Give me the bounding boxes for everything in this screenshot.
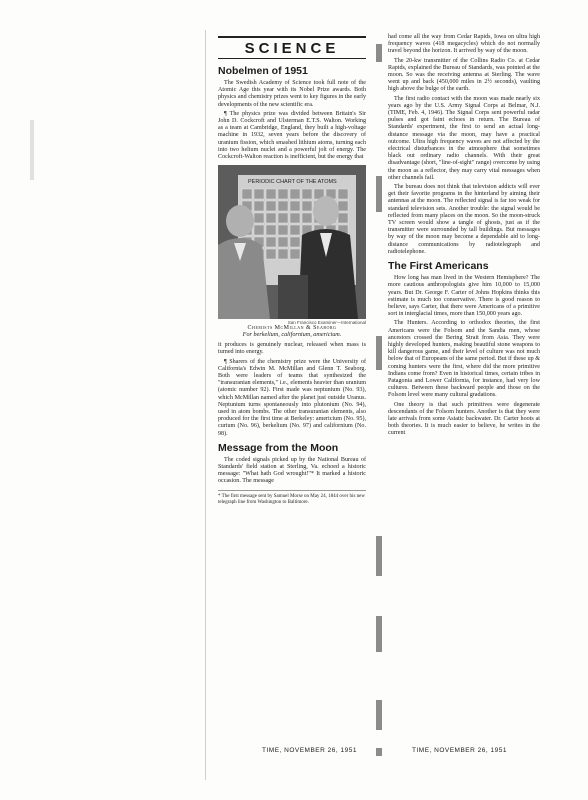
photo-caption-names: Chemists McMillan & Seaborg (247, 325, 337, 332)
left-column (218, 36, 366, 506)
photo-chemists (218, 165, 366, 319)
footnote: * The first message sent by Samuel Morse on May 24, 1844 over his new telegraph line from Washington to Baltimore. (218, 490, 366, 506)
footer-left: TIME, NOVEMBER 26, 1951 (262, 747, 357, 754)
americans-paragraph: One theory is that such primitives were degenerate descendants of the Folsom hunters. Another is that they were late arrivals from some Asiatic backwater. Dr. Carter hoots at both theories. It is much easier to believe, he writes in the current (388, 401, 540, 437)
photo-credit: San Francisco Examiner—International (287, 320, 366, 326)
americans-paragraph: How long has man lived in the Western Hemisphere? The more cautious anthropologists give him 10,000 to 15,000 years. But Dr. George F. Carter of Johns Hopkins thinks this estimate is much too conservative. There is good reason to believe, says Carter, that there were Americans of a primitive sort in interglacial times, more than 150,000 years ago. (388, 275, 540, 318)
right-column (388, 34, 540, 440)
moon-paragraph: The bureau does not think that television addicts will ever get their favorite programs in the hinterland by aiming their antennas at the moon. The reflected signal is far too weak for standard television sets. Another trouble: the signal would be reflected from many places on the moon. So the moon-struck TV screen would show a tangle of ghosts, just as if the transmitter were surrounded by tall buildings. But messages by way of the moon may become a dependable aid to long-distance communications by radiotelegraph and radiotelephone. (388, 184, 540, 255)
moon-paragraph: The 20-kw transmitter of the Collins Radio Co. at Cedar Rapids, explained the Bureau of Standards, was pointed at the moon. So was the receiving antenna at Sterling. The wave went up and back (450,000 miles in 2½ seconds), vaulting high above the bulge of the earth. (388, 57, 540, 93)
nobel-paragraph: ¶ The physics prize was divided between Britain's Sir John D. Cockcroft and Ulsterman E.T.S. Walton. Working as a team at Cambridge, England, they built a high-voltage machine in 1932, seven years before the discovery of uranium fission, which smashed lithium atoms, turning each into two helium nuclei and a powerful jolt of energy. The Cockcroft-Walton reaction is inefficient, but the energy that (218, 110, 366, 161)
nobel-paragraph: ¶ Sharers of the chemistry prize were the University of California's Edwin M. McMillan and Glenn T. Seaborg. Both were leaders of teams that synthesized the "transuranian elements," i.e., elements heavier than uranium (atomic number 92). First made was neptunium (No. 93), which McMillan named after the planet just outside Uranus. Neptunium turns spontaneously into plutonium (No. 94), used in atom bombs. The other transuranian elements, also produced for the first time at Berkeley: americium (No. 95), curium (No. 96), berkelium (No. 97) and californium (No. 98). (218, 358, 366, 437)
nobel-paragraph: it produces is genuinely nuclear, released when mass is turned into energy. (218, 342, 366, 356)
section-heading: SCIENCE (218, 36, 366, 59)
moon-headline: Message from the Moon (218, 441, 339, 454)
chart-label: PERIODIC CHART OF THE ATOMS (248, 179, 337, 186)
americans-paragraph: The Hunters. According to orthodox theories, the first Americans were the Folsom and the Sandia men, whose ancestors crossed the Bering Strait from Asia. They were highly developed hunters, making beautiful stone weapons to kill dangerous game, and their level of culture was not much below that of Europeans of the same period. But if these up & coming hunters were the first, where did the more primitive Indians come from? Even in historical times, certain tribes in Patagonia and Lower California, for instance, had very low cultures. Between these backward people and those on the Folsom level were many cultural gradations. (388, 320, 540, 399)
gutter-marks (374, 36, 384, 756)
moon-paragraph: had come all the way from Cedar Rapids, Iowa on ultra high frequency waves (418 megacycles) which do not normally travel beyond the horizon. It arrived by way of the moon. (388, 34, 540, 55)
footer-right: TIME, NOVEMBER 26, 1951 (412, 747, 507, 754)
nobel-paragraph: The Swedish Academy of Science took full note of the Atomic Age this year with its Nobel Prize awards. Both physics and chemistry prizes went to key figures in the early developments of the new scientific era. (218, 80, 366, 108)
scan-edge (205, 30, 206, 780)
moon-paragraph: The coded signals picked up by the National Bureau of Standards' field station at Sterling, Va. echoed a historic message: "What hath God wrought!"* It marked a historic occasion. The message (218, 456, 366, 485)
photo-illustration (218, 165, 366, 319)
scan-smudge (30, 120, 34, 180)
americans-headline: The First Americans (388, 260, 489, 273)
nobel-headline: Nobelmen of 1951 (218, 65, 308, 77)
moon-paragraph: The first radio contact with the moon was made nearly six years ago by the U.S. Army Signal Corps at Belmar, N.J. (TIME, Feb. 4, 1946). The Signal Corps sent powerful radar pulses and got faint echoes in return. The Bureau of Standards' experiment, the first to send an actual long-distance message via the moon, may have a practical outcome. Ultra high frequency waves are not affected by the electrical disturbances in the atmosphere that sometimes black out ordinary radio channels. With their great disadvantage (short, "line-of-sight" range) overcome by using the moon as a reflector, they may carry vital messages when other channels fail. (388, 95, 540, 181)
photo-caption: For berkelium, californium, americium. (242, 331, 342, 339)
